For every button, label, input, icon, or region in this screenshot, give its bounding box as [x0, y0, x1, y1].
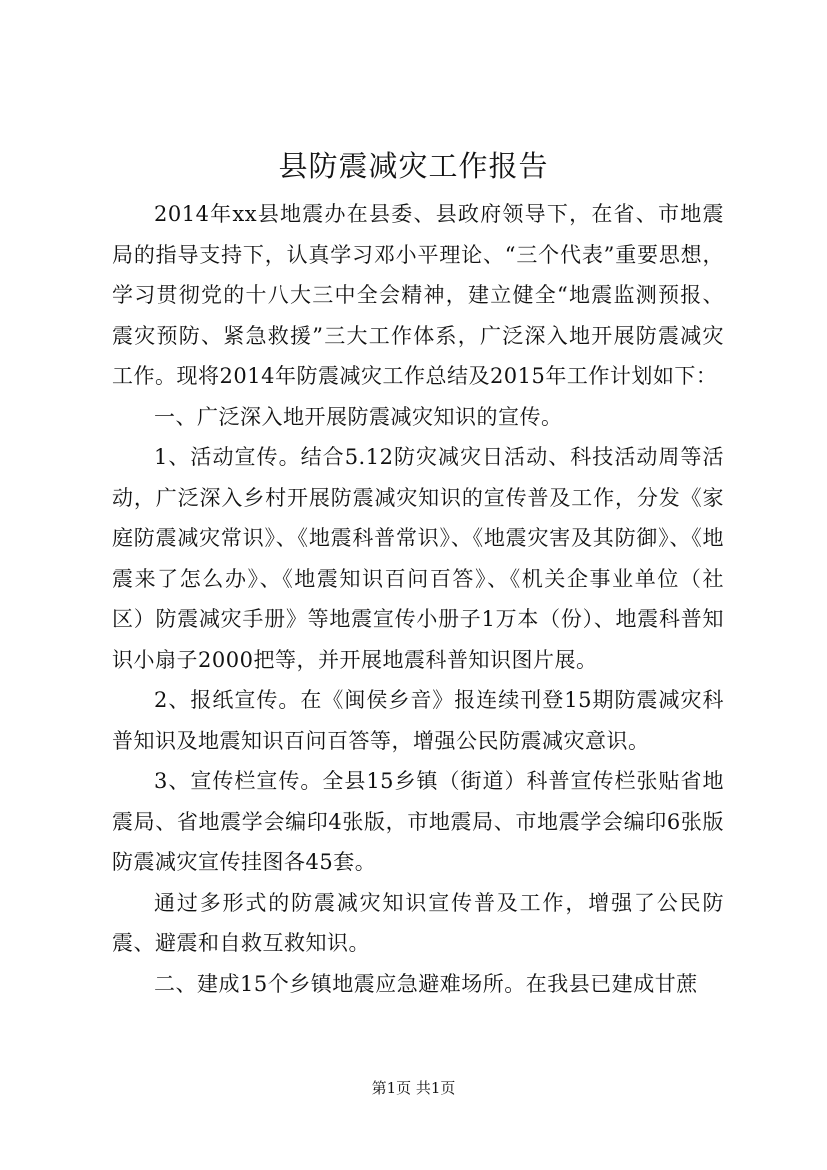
paragraph-activity-publicity: 1、活动宣传。结合5.12防灾减灾日活动、科技活动周等活动，广泛深入乡村开展防震减灾知识的宣传普及工作，分发《家庭防震减灾常识》、《地震科普常识》、《地震灾害及其防御》、《地震来了怎么办》、《地震知识百问百答》、《机关企事业单位（社区）防震减灾手册》等地震宣传小册子1万本（份）、地震科普知识小扇子2000把等，并开展地震科普知识图片展。: [112, 445, 724, 672]
paragraph-newspaper-publicity: 2、报纸宣传。在《闽侯乡音》报连续刊登15期防震减灾科普知识及地震知识百问百答等，增强公民防震减灾意识。: [112, 688, 724, 753]
document-title: 县防震减灾工作报告: [278, 149, 549, 183]
paragraph-intro: 2014年xx县地震办在县委、县政府领导下，在省、市地震局的指导支持下，认真学习邓小平理论、“三个代表”重要思想，学习贯彻党的十八大三中全会精神，建立健全“地震监测预报、震灾预防、紧急救援”三大工作体系，广泛深入地开展防震减灾工作。现将2014年防震减灾工作总结及2015年工作计划如下：: [112, 202, 724, 388]
section-heading-1: 一、广泛深入地开展防震减灾知识的宣传。: [154, 404, 563, 429]
section-heading-2: 二、建成15个乡镇地震应急避难场所。在我县已建成甘蔗: [154, 971, 698, 996]
paragraph-bulletin-board-publicity: 3、宣传栏宣传。全县15乡镇（街道）科普宣传栏张贴省地震局、省地震学会编印4张版，市地震局、市地震学会编印6张版防震减灾宣传挂图各45套。: [112, 769, 724, 874]
page-number-footer: 第1页 共1页: [371, 1079, 456, 1097]
paragraph-summary: 通过多形式的防震减灾知识宣传普及工作，增强了公民防震、避震和自救互救知识。: [112, 890, 724, 955]
document-body: [112, 194, 724, 1004]
